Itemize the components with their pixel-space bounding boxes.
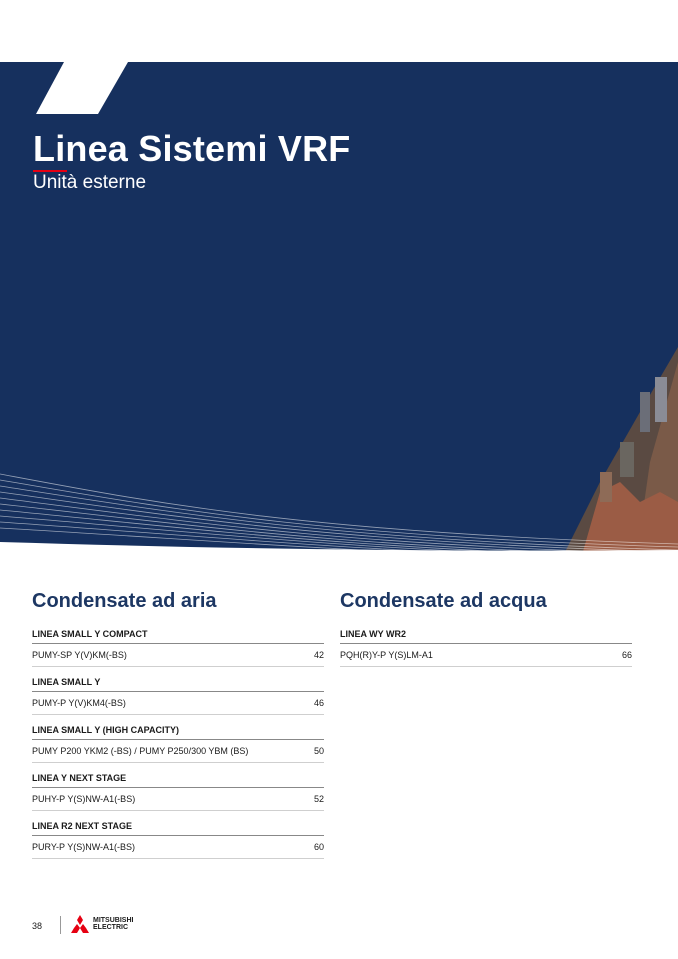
- page-title: Linea Sistemi VRF: [33, 128, 351, 169]
- model-name: PUMY-P Y(V)KM4(-BS): [32, 698, 126, 708]
- group-heading: LINEA SMALL Y COMPACT: [32, 624, 324, 644]
- water-cooled-section: [340, 588, 632, 672]
- product-group: [32, 816, 324, 859]
- page-reference: 60: [313, 842, 324, 852]
- model-name: PQH(R)Y-P Y(S)LM-A1: [340, 650, 433, 660]
- product-row[interactable]: [32, 644, 324, 667]
- air-cooled-section: [32, 588, 324, 864]
- group-heading: LINEA Y NEXT STAGE: [32, 768, 324, 788]
- model-name: PUHY-P Y(S)NW-A1(-BS): [32, 794, 136, 804]
- group-heading: LINEA R2 NEXT STAGE: [32, 816, 324, 836]
- logo-line-2: ELECTRIC: [93, 924, 128, 931]
- model-name: PURY-P Y(S)NW-A1(-BS): [32, 842, 136, 852]
- header-slant-shape: [0, 62, 160, 114]
- page-reference: 52: [313, 794, 324, 804]
- product-group: [32, 624, 324, 667]
- product-group: [32, 672, 324, 715]
- page-number: 38: [32, 921, 43, 931]
- group-heading: LINEA SMALL Y: [32, 672, 324, 692]
- page-reference: 66: [621, 650, 632, 660]
- mitsubishi-electric-logo: [70, 915, 133, 933]
- section-title: Condensate ad acqua: [340, 590, 547, 612]
- logo-wordmark: [93, 917, 133, 931]
- group-heading: LINEA SMALL Y (HIGH CAPACITY): [32, 720, 324, 740]
- product-group: [32, 720, 324, 763]
- page-subtitle: Unità esterne: [33, 172, 147, 193]
- page-reference: 42: [313, 650, 324, 660]
- model-name: PUMY P200 YKM2 (-BS) / PUMY P250/300 YBM (BS): [32, 746, 249, 756]
- product-row[interactable]: [32, 692, 324, 715]
- group-heading: LINEA WY WR2: [340, 624, 632, 644]
- product-row[interactable]: [32, 788, 324, 811]
- product-group: [32, 768, 324, 811]
- product-row[interactable]: [32, 740, 324, 763]
- logo-line-1: MITSUBISHI: [93, 917, 134, 924]
- product-row[interactable]: [340, 644, 632, 667]
- product-row[interactable]: [32, 836, 324, 859]
- three-diamonds-logo-icon: [70, 915, 90, 933]
- product-group: [340, 624, 632, 667]
- model-name: PUMY-SP Y(V)KM(-BS): [32, 650, 127, 660]
- page-reference: 46: [313, 698, 324, 708]
- section-title: Condensate ad aria: [32, 590, 217, 612]
- footer-divider: [60, 916, 61, 934]
- page-reference: 50: [313, 746, 324, 756]
